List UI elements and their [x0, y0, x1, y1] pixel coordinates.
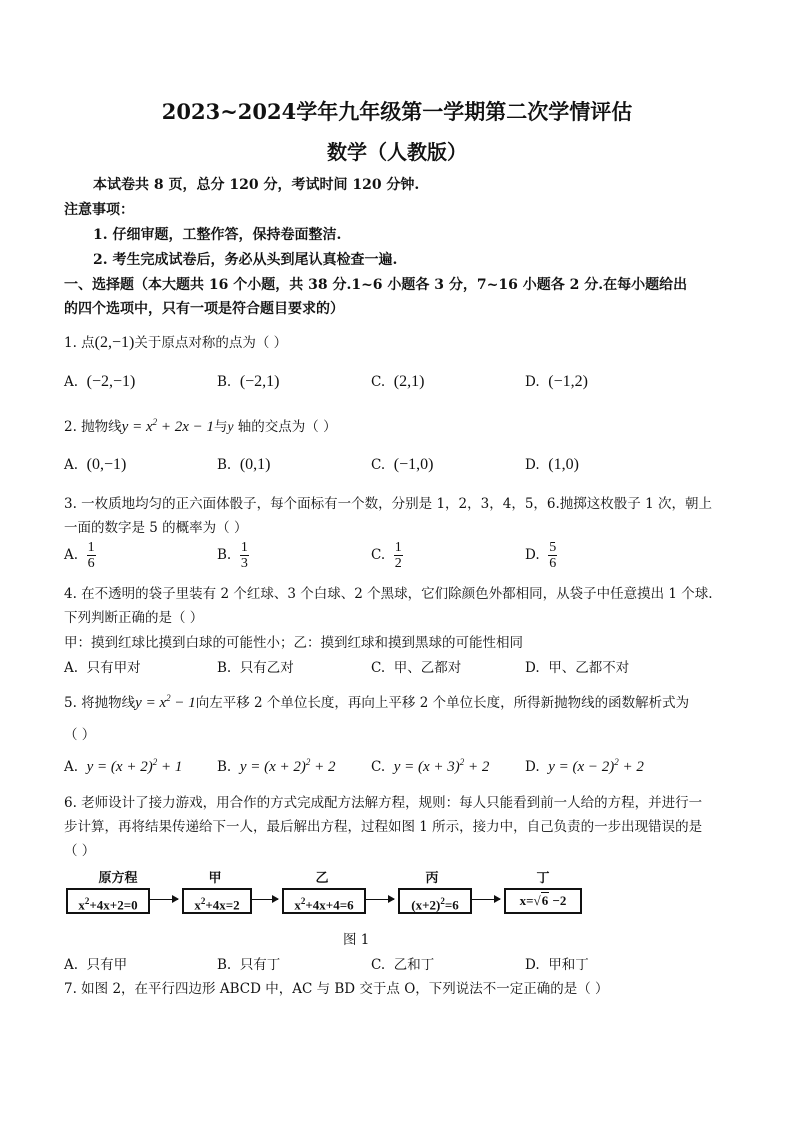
question-5-line-1: 5. 将抛物线$y = x^2 - 1$向左平移 2 个单位长度，再向上平移 2 个单位长度，所得新抛物线的函数解析式为	[64, 693, 690, 711]
flow-label-ding: 丁	[536, 871, 550, 886]
q6-option-b: B. 只有丁	[217, 957, 281, 973]
question-4-line-3: 甲：摸到红球比摸到白球的可能性小；乙：摸到红球和摸到黑球的可能性相同	[64, 635, 523, 651]
question-2: 2. 抛物线$y = x^2 + 2x - 1$与y 轴的交点为（ ）	[64, 417, 337, 435]
question-6-line-1: 6. 老师设计了接力游戏，用合作的方式完成配方法解方程，规则：每人只能看到前一人给的方程，并进行一	[64, 795, 703, 811]
q3-option-c: C. $\frac{1}{2}$	[371, 540, 402, 571]
section-heading-line-1: 一、选择题（本大题共 16 个小题，共 38 分.1~6 小题各 3 分，7~16 小题各 2 分.在每小题给出	[64, 277, 688, 293]
q4-option-b: B. 只有乙对	[217, 660, 294, 676]
q2-option-a: A. (0,−1)	[64, 456, 127, 473]
flow-arrow-3	[366, 899, 394, 900]
q2-option-b: B. (0,1)	[217, 456, 271, 473]
question-5-paren: （ ）	[64, 727, 96, 743]
flow-box-bing: $(x+2)^2=6$	[398, 888, 472, 914]
q2-option-d: D. (1,0)	[525, 456, 579, 473]
flow-label-jia: 甲	[208, 871, 222, 886]
q1-option-a: A. (−2,−1)	[64, 373, 136, 390]
q5-option-a: A. $y = (x + 2)^2 + 1$	[64, 757, 183, 775]
section-heading-line-2: 的四个选项中，只有一项是符合题目要求的）	[64, 301, 344, 317]
q3-option-a: A. $\frac{1}{6}$	[64, 540, 95, 571]
question-6-line-2: 步计算，再将结果传递给下一人，最后解出方程，过程如图 1 所示，接力中，自己负责的一步出现错误的是	[64, 819, 703, 835]
radical-sign: √	[533, 893, 541, 908]
q6-option-c: C. 乙和丁	[371, 957, 435, 973]
flow-box-jia: $x^2+4x=2$	[182, 888, 252, 914]
q6-option-d: D. 甲和丁	[525, 957, 589, 973]
question-7: 7. 如图 2，在平行四边形 ABCD 中，AC 与 BD 交于点 O，下列说法不一定正确的是（ ）	[64, 981, 609, 997]
flow-label-bing: 丙	[425, 871, 439, 886]
flow-arrow-4	[472, 899, 500, 900]
q1-option-b: B. (−2,1)	[217, 373, 280, 390]
q5-option-d: D. $y = (x - 2)^2 + 2$	[525, 757, 644, 775]
q6-option-a: A. 只有甲	[64, 957, 128, 973]
q2-option-c: C. (−1,0)	[371, 456, 434, 473]
q3-option-d: D. $\frac{5}{6}$	[525, 540, 557, 571]
question-3-line-2: 一面的数字是 5 的概率为（ ）	[64, 520, 248, 536]
q3-option-b: B. $\frac{1}{3}$	[217, 540, 248, 571]
q5-equation: $y = x^2 - 1$	[135, 693, 196, 711]
question-1	[64, 331, 287, 352]
question-6-paren: （ ）	[64, 843, 96, 859]
q4-option-c: C. 甲、乙都对	[371, 660, 462, 676]
flow-box-ding: x=√6 −2	[504, 888, 582, 914]
q5-option-b: B. $y = (x + 2)^2 + 2$	[217, 757, 336, 775]
notice-title: 注意事项：	[64, 202, 134, 218]
flow-box-original: $x^2+4x+2=0$	[66, 888, 150, 914]
q4-option-a: A. 只有甲对	[64, 660, 141, 676]
question-3-line-1: 3. 一枚质地均匀的正六面体骰子，每个面标有一个数，分别是 1，2，3，4，5，6.抛掷这枚骰子 1 次，朝上	[64, 496, 712, 512]
notice-item-2: 2. 考生完成试卷后，务必从头到尾认真检查一遍.	[93, 252, 398, 268]
question-4-line-1: 4. 在不透明的袋子里装有 2 个红球、3 个白球、2 个黑球，它们除颜色外都相同，从袋子中任意摸出 1 个球.	[64, 586, 713, 602]
q4-option-d: D. 甲、乙都不对	[525, 660, 630, 676]
flow-arrow-1	[150, 899, 178, 900]
question-4-line-2: 下列判断正确的是（ ）	[64, 610, 204, 626]
figure-1-caption: 图 1	[343, 932, 370, 948]
notice-item-1: 1. 仔细审题，工整作答，保持卷面整洁.	[93, 227, 342, 243]
q1-point: (2,−1)	[94, 334, 135, 351]
page-title: 2023~2024学年九年级第一学期第二次学情评估	[161, 99, 633, 124]
flow-label-original: 原方程	[98, 871, 138, 886]
q1-pre: 1. 点	[64, 335, 95, 351]
exam-info: 本试卷共 8 页，总分 120 分，考试时间 120 分钟.	[93, 177, 420, 193]
q5-option-c: C. $y = (x + 3)^2 + 2$	[371, 757, 490, 775]
radicand: 6	[541, 893, 549, 908]
q2-equation: $y = x^2 + 2x - 1$	[121, 417, 215, 435]
q1-option-d: D. (−1,2)	[525, 373, 588, 390]
q1-post: 关于原点对称的点为（ ）	[134, 335, 288, 351]
q1-option-c: C. (2,1)	[371, 373, 425, 390]
page-subtitle: 数学（人教版）	[327, 140, 467, 164]
flow-box-yi: $x^2+4x+4=6$	[282, 888, 366, 914]
flow-arrow-2	[252, 899, 278, 900]
flow-label-yi: 乙	[315, 871, 329, 886]
